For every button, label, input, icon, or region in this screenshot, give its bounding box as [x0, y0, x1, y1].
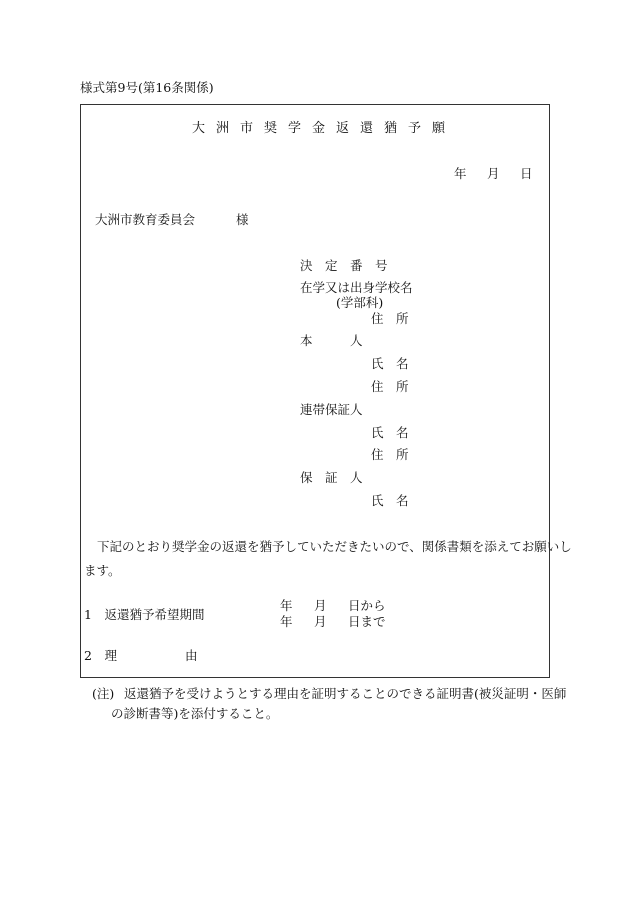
- principal-address-label: 住 所: [371, 379, 409, 394]
- form-frame: [80, 104, 550, 678]
- period-from-year: 年: [280, 598, 293, 613]
- period-from-day: 日から: [348, 598, 386, 613]
- joint-guarantor-name-label: 氏 名: [371, 425, 409, 440]
- addressee-name: 大洲市教育委員会: [95, 212, 196, 227]
- period-to-year: 年: [280, 614, 293, 629]
- period-to-day: 日まで: [348, 614, 386, 629]
- period-from-month: 月: [314, 598, 327, 613]
- date-year: 年: [454, 166, 467, 181]
- principal-name-label: 氏 名: [371, 356, 409, 371]
- body-text-line-1: 下記のとおり奨学金の返還を猶予していただきたいので、関係書類を添えてお願いし: [97, 539, 572, 554]
- reason-label-start: 2 理: [84, 648, 117, 663]
- body-text-line-2: ます。: [84, 563, 121, 578]
- note-line-2: の診断書等)を添付すること。: [111, 706, 279, 721]
- addressee-honorific: 様: [236, 212, 249, 227]
- principal-label: 本 人: [300, 333, 363, 348]
- joint-guarantor-address-label: 住 所: [371, 447, 409, 462]
- school-name-label: 在学又は出身学校名: [300, 280, 413, 295]
- decision-number-label: 決 定 番 号: [300, 258, 388, 273]
- note-line-1: 返還猶予を受けようとする理由を証明することのできる証明書(被災証明・医師: [124, 686, 567, 701]
- guarantor-name-label: 氏 名: [371, 493, 409, 508]
- school-address-label: 住 所: [371, 311, 409, 326]
- form-number: 様式第9号(第16条関係): [80, 80, 214, 95]
- reason-label-end: 由: [185, 648, 198, 663]
- note-label: (注): [92, 686, 115, 701]
- period-label: 1 返還猶予希望期間: [84, 607, 205, 622]
- form-title: 大洲市奨学金返還猶予願: [192, 121, 457, 136]
- date-month: 月: [487, 166, 500, 181]
- guarantor-label: 保 証 人: [300, 470, 363, 485]
- period-to-month: 月: [314, 614, 327, 629]
- date-day: 日: [520, 166, 533, 181]
- joint-guarantor-label: 連帯保証人: [300, 402, 363, 417]
- faculty-label: (学部科): [336, 295, 384, 310]
